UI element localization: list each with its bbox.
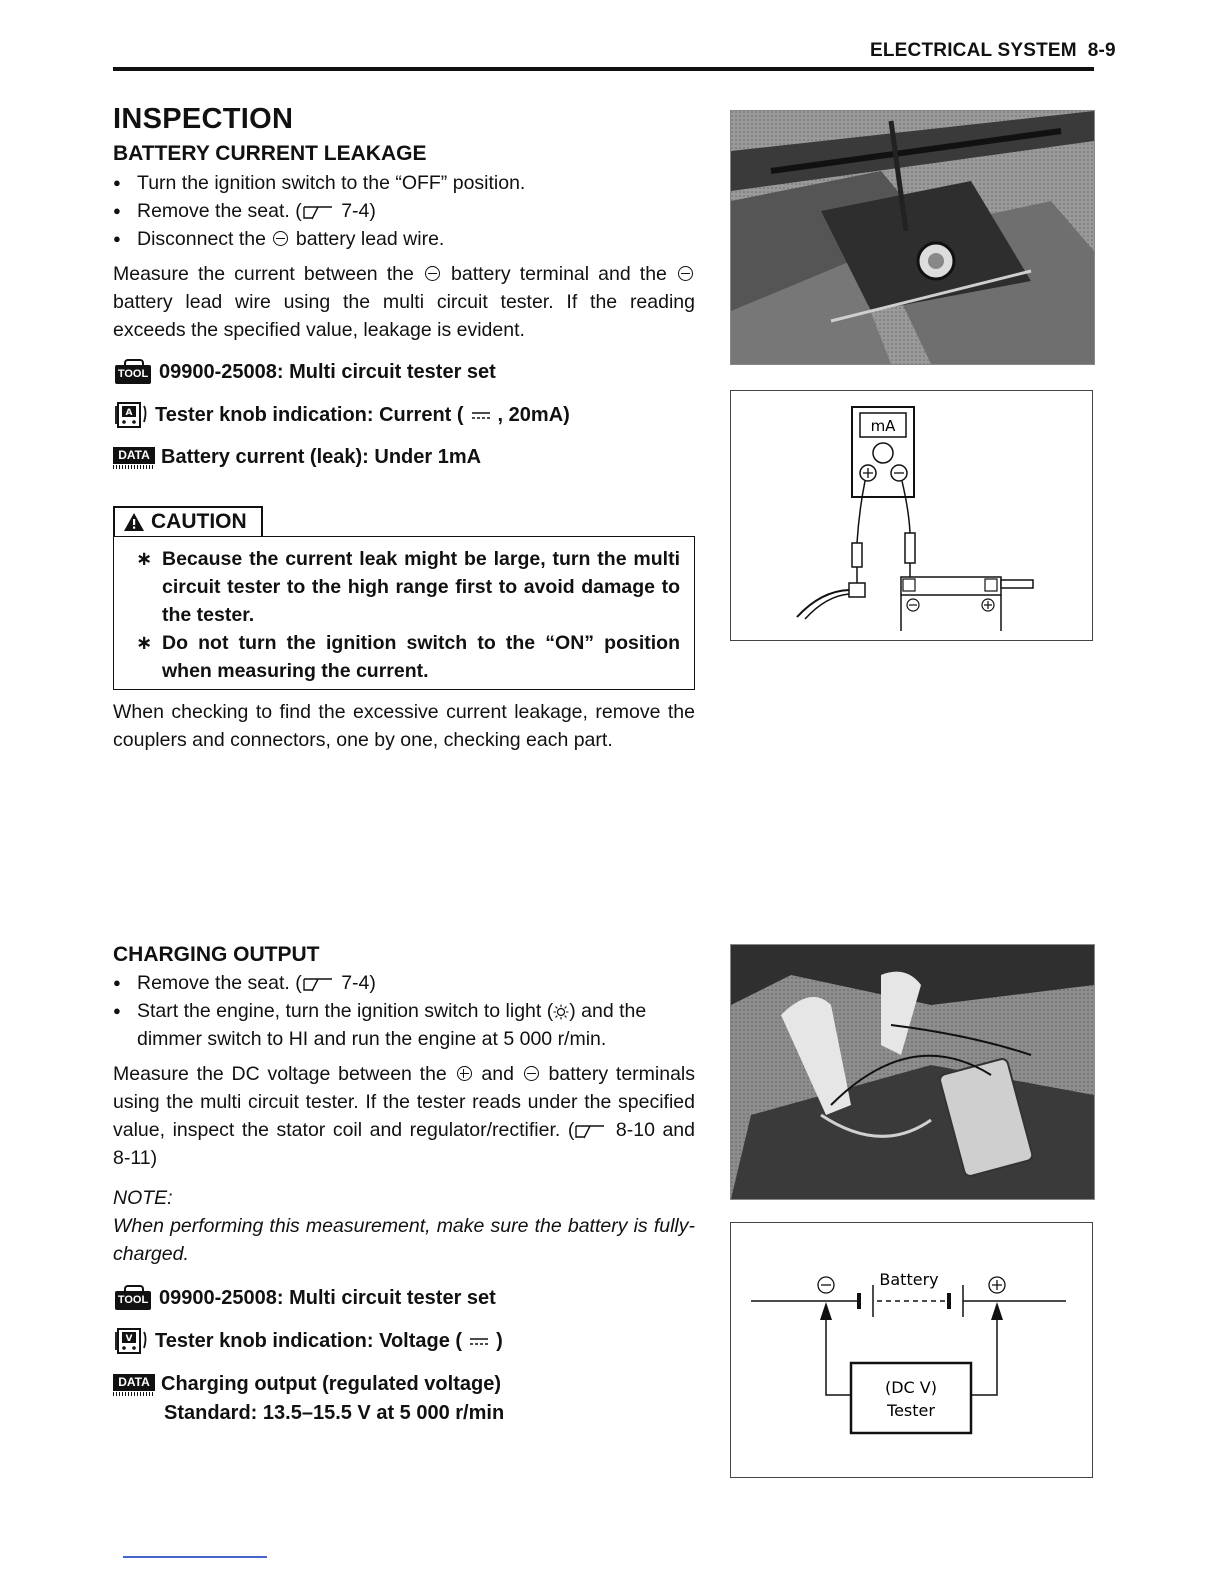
tool-spec: TOOL 09900-25008: Multi circuit tester set — [113, 1285, 496, 1311]
data-spec: DATA Battery current (leak): Under 1mA — [113, 446, 481, 469]
page-header — [870, 40, 1116, 62]
charging-wiring-diagram — [731, 1223, 1091, 1476]
meter-label: mA — [870, 417, 896, 435]
list-item: ● Turn the ignition switch to the “OFF” position. — [113, 169, 525, 197]
tester-knob-icon — [113, 400, 149, 430]
charging-diagram — [730, 1222, 1093, 1478]
caution-label: CAUTION — [113, 506, 263, 536]
section-title: ELECTRICAL SYSTEM — [870, 40, 1077, 61]
leakage-wiring-diagram — [731, 391, 1091, 639]
minus-terminal-icon — [524, 1066, 539, 1081]
data-spec: DATA Charging output (regulated voltage) — [113, 1373, 501, 1396]
charging-steps — [113, 969, 698, 1053]
svg-text:V: V — [125, 1334, 133, 1344]
page-number: 8-9 — [1087, 40, 1116, 61]
leakage-heading: BATTERY CURRENT LEAKAGE — [113, 142, 427, 165]
charging-paragraph: Measure the DC voltage between the and battery terminals using the multi circuit tester. If the tester reads under the specified value, inspect the stator coil and regulator/rectifier. ( 8-10 and 8-11) — [113, 1063, 696, 1169]
caution-item: ∗ Because the current leak might be large, turn the multi circuit tester to the high range first to avoid damage to the tester. — [136, 548, 680, 626]
leakage-diagram — [730, 390, 1093, 641]
light-symbol-icon — [553, 1004, 569, 1020]
knob-spec: V Tester knob indication: Voltage ( ) — [113, 1326, 503, 1356]
minus-terminal-icon — [425, 266, 440, 281]
leakage-followup: When checking to find the excessive current leakage, remove the couplers and connectors, one by one, checking each part. — [113, 701, 695, 751]
caution-box — [113, 536, 695, 690]
battery-label: Battery — [879, 1270, 939, 1289]
dc-symbol-icon — [468, 1334, 490, 1348]
knob-spec: A Tester knob indication: Current ( , 20mA) — [113, 400, 570, 430]
tool-icon: TOOL — [113, 359, 153, 385]
caution-item: ∗ Do not turn the ignition switch to the “ON” position when measuring the current. — [136, 632, 680, 682]
tester-label-line2: Tester — [887, 1401, 935, 1420]
tool-spec: TOOL 09900-25008: Multi circuit tester set — [113, 359, 496, 385]
dc-symbol-icon — [470, 408, 492, 422]
note-label: NOTE: — [113, 1187, 173, 1209]
list-item: ● Disconnect the battery lead wire. — [113, 225, 525, 253]
data-icon: DATA — [113, 1374, 155, 1396]
leakage-paragraph: Measure the current between the battery terminal and the battery lead wire using the multi circuit tester. If the reading exceeds the specified value, leakage is evident. — [113, 263, 695, 341]
header-rule — [113, 67, 1094, 71]
charging-heading: CHARGING OUTPUT — [113, 943, 320, 966]
leakage-steps — [113, 169, 525, 253]
charging-photo — [730, 944, 1095, 1200]
tester-knob-icon — [113, 1326, 149, 1356]
reference-pointer-icon — [574, 1123, 608, 1139]
standard-value: Standard: 13.5–15.5 V at 5 000 r/min — [164, 1402, 505, 1424]
minus-terminal-icon — [273, 231, 288, 246]
leakage-photo — [730, 110, 1095, 365]
tester-measurement-image — [731, 945, 1094, 1199]
plus-terminal-icon — [457, 1066, 472, 1081]
reference-pointer-icon — [302, 204, 336, 220]
warning-triangle-icon — [123, 512, 145, 532]
list-item: ● Remove the seat. ( 7-4) — [113, 969, 698, 997]
note-text: When performing this measurement, make sure the battery is fully-charged. — [113, 1215, 695, 1265]
list-item: ● Start the engine, turn the ignition switch to light ( ) and the dimmer switch to HI and run the engine at 5 000 r/min. — [113, 997, 698, 1053]
reference-pointer-icon — [302, 976, 336, 992]
engine-bay-image — [731, 111, 1094, 364]
svg-text:A: A — [125, 408, 133, 418]
tester-label-line1: (DC V) — [884, 1378, 938, 1397]
data-icon: DATA — [113, 447, 155, 469]
tool-icon: TOOL — [113, 1285, 153, 1311]
inspection-heading: INSPECTION — [113, 103, 294, 135]
footer-rule — [123, 1556, 267, 1558]
list-item: ● Remove the seat. ( 7-4) — [113, 197, 525, 225]
minus-terminal-icon — [678, 266, 693, 281]
